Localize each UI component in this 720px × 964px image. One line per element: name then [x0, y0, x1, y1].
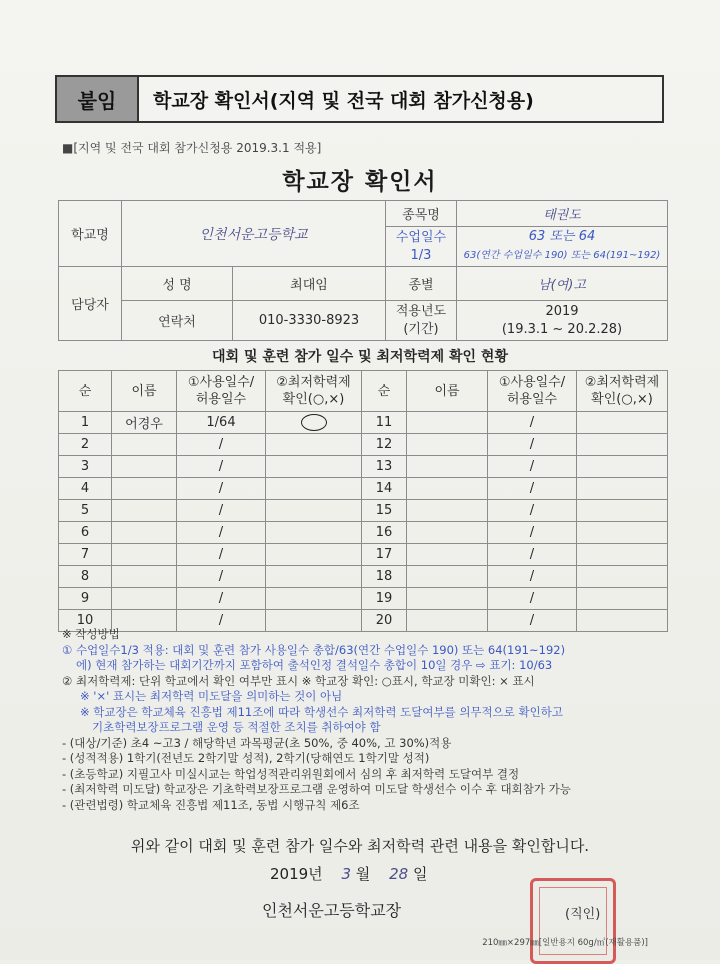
instruction-line-1: ① 수업일수1/3 적용: 대회 및 훈련 참가 사용일수 총합/63(연간 수업일수 190) 또는 64(191~192)	[62, 642, 566, 657]
row-check	[577, 478, 668, 500]
row-name	[407, 456, 488, 478]
participation-table	[58, 370, 668, 632]
days-value-line2: 63(연간 수업일수 190) 또는 64(191~192)	[463, 250, 661, 261]
col-days-2-line1: ①사용일수/	[498, 375, 566, 390]
row-days: /	[177, 456, 266, 478]
row-name	[407, 478, 488, 500]
row-no: 11	[362, 412, 407, 434]
row-name: 어경우	[112, 412, 177, 434]
col-grade-2	[577, 371, 668, 412]
row-no: 13	[362, 456, 407, 478]
row-no: 20	[362, 610, 407, 632]
table-row	[59, 478, 668, 500]
sport-label: 종목명	[386, 201, 457, 227]
instruction-line-9: - (초등학교) 지필고사 미실시교는 학업성적관리위원회에서 심의 후 최저학력 도달여부 결정	[62, 766, 520, 781]
col-days-line2: 허용일수	[195, 392, 247, 407]
staff-label: 담당자	[59, 267, 122, 341]
row-check	[577, 588, 668, 610]
row-check	[266, 434, 362, 456]
col-days-2-line2: 허용일수	[506, 392, 558, 407]
days-value-line1: 63 또는 64	[528, 229, 596, 244]
date-month: 3	[341, 865, 351, 883]
info-table	[58, 200, 668, 341]
year-label-line1: 적용년도	[395, 303, 447, 319]
col-name-2: 이름	[407, 371, 488, 412]
row-days: /	[488, 500, 577, 522]
row-name	[112, 566, 177, 588]
row-no: 6	[59, 522, 112, 544]
table-row	[59, 434, 668, 456]
row-days: /	[488, 588, 577, 610]
sport-value: 태권도	[457, 201, 668, 227]
row-days: /	[177, 522, 266, 544]
row-days: /	[488, 434, 577, 456]
days-label	[386, 227, 457, 267]
gender-value: 남(여)고	[457, 267, 668, 301]
row-no: 7	[59, 544, 112, 566]
attachment-tag: 붙임	[57, 77, 139, 121]
row-name	[112, 588, 177, 610]
gender-label: 종별	[386, 267, 457, 301]
circle-check-mark	[301, 414, 327, 431]
school-label: 학교명	[59, 201, 122, 267]
row-no: 19	[362, 588, 407, 610]
header-box	[55, 75, 664, 123]
row-no: 12	[362, 434, 407, 456]
table-row	[59, 544, 668, 566]
row-days: /	[177, 478, 266, 500]
col-days-line1: ①사용일수/	[187, 375, 255, 390]
name-value: 최대임	[233, 267, 386, 301]
col-no: 순	[59, 371, 112, 412]
days-label-line1: 수업일수	[395, 229, 447, 245]
days-label-line2: 1/3	[410, 247, 432, 263]
row-no: 9	[59, 588, 112, 610]
col-name: 이름	[112, 371, 177, 412]
date-month-unit: 월	[355, 865, 371, 883]
row-name	[407, 522, 488, 544]
table-row	[59, 500, 668, 522]
school-value: 인천서운고등학교	[122, 201, 386, 267]
row-name	[407, 544, 488, 566]
row-no: 18	[362, 566, 407, 588]
table-row	[59, 412, 668, 434]
instruction-line-3: ② 최저학력제: 단위 학교에서 확인 여부만 표시 ※ 학교장 확인: ○표시, 학교장 미확인: × 표시	[62, 673, 535, 688]
row-no: 3	[59, 456, 112, 478]
row-check	[266, 412, 362, 434]
instruction-line-11: - (관련법령) 학교체육 진흥법 제11조, 동법 시행규칙 제6조	[62, 797, 360, 812]
row-check	[266, 522, 362, 544]
row-no: 5	[59, 500, 112, 522]
confirmation-statement: 위와 같이 대회 및 훈련 참가 일수와 최저학력 관련 내용을 확인합니다.	[130, 837, 590, 855]
row-check	[577, 500, 668, 522]
row-days: /	[488, 412, 577, 434]
row-name	[112, 456, 177, 478]
row-name	[407, 566, 488, 588]
date-day-unit: 일	[412, 865, 428, 883]
stamp-label: (직인)	[565, 907, 601, 922]
col-grade-line1: ②최저학력제	[276, 375, 351, 390]
section-title: 대회 및 훈련 참가 일수 및 최저학력제 확인 현황	[212, 349, 508, 365]
row-days: /	[488, 456, 577, 478]
row-no: 2	[59, 434, 112, 456]
row-no: 1	[59, 412, 112, 434]
instruction-line-4: ※ '×' 표시는 최저학력 미도달을 의미하는 것이 아님	[80, 689, 343, 703]
table-row	[59, 456, 668, 478]
row-check	[266, 544, 362, 566]
col-grade-2-line1: ②최저학력제	[584, 375, 660, 390]
instructions-title: ※ 작성방법	[62, 627, 120, 641]
row-check	[266, 500, 362, 522]
col-grade-line2: 확인(○,×)	[282, 392, 345, 407]
row-check	[577, 434, 668, 456]
row-check	[266, 566, 362, 588]
row-days: /	[488, 478, 577, 500]
row-check	[577, 412, 668, 434]
row-check	[266, 478, 362, 500]
principal-signature-line: 인천서운고등학교장	[262, 901, 402, 920]
instruction-line-7: - (대상/기준) 초4 ~고3 / 해당학년 과목평균(초 50%, 중 40%, 고 30%)적용	[62, 735, 452, 750]
row-days: /	[177, 500, 266, 522]
contact-value: 010-3330-8923	[233, 301, 386, 341]
row-check	[577, 522, 668, 544]
sign-date	[270, 863, 427, 884]
row-days: /	[488, 610, 577, 632]
row-check	[266, 588, 362, 610]
row-days: /	[488, 544, 577, 566]
year-label	[386, 301, 457, 341]
row-days: /	[177, 610, 266, 632]
col-days-2	[488, 371, 577, 412]
instruction-line-10: - (최저학력 미도달) 학교장은 기초학력보장프로그램 운영하여 미도달 학생선수 이수 후 대회참가 가능	[62, 782, 571, 796]
row-no: 10	[59, 610, 112, 632]
row-name	[407, 588, 488, 610]
row-name	[407, 412, 488, 434]
row-no: 17	[362, 544, 407, 566]
col-days	[177, 371, 266, 412]
row-days: /	[488, 566, 577, 588]
row-check	[577, 566, 668, 588]
row-name	[112, 434, 177, 456]
row-no: 16	[362, 522, 407, 544]
instructions	[62, 627, 672, 813]
table-body	[59, 412, 668, 632]
row-name	[407, 500, 488, 522]
row-days: /	[177, 544, 266, 566]
name-label: 성 명	[122, 267, 233, 301]
row-check	[577, 544, 668, 566]
days-value	[457, 227, 668, 267]
row-check	[266, 456, 362, 478]
instruction-line-8: - (성적적용) 1학기(전년도 2학기말 성적), 2학기(당해연도 1학기말 성적)	[62, 751, 430, 765]
row-name	[112, 544, 177, 566]
row-check	[577, 456, 668, 478]
date-year: 2019년	[270, 865, 323, 883]
row-days: 1/64	[177, 412, 266, 434]
row-days: /	[177, 588, 266, 610]
col-grade	[266, 371, 362, 412]
row-name	[112, 478, 177, 500]
year-value	[457, 301, 668, 341]
applicability-note: ■[지역 및 전국 대회 참가신청용 2019.3.1 적용]	[62, 141, 322, 155]
instruction-line-2: 에) 현재 참가하는 대회기간까지 포함하여 출석인정 결석일수 총합이 10일 경우 ⇨ 표기: 10/63	[76, 658, 553, 672]
paper-spec-footer: 210㎜×297㎜[일반용지 60g/㎡(재활용품)]	[482, 938, 648, 948]
row-name	[407, 434, 488, 456]
row-no: 14	[362, 478, 407, 500]
instruction-line-6: 기초학력보장프로그램 운영 등 적절한 조치를 취하여야 함	[92, 720, 381, 734]
row-no: 15	[362, 500, 407, 522]
row-no: 8	[59, 566, 112, 588]
row-days: /	[177, 434, 266, 456]
row-name	[112, 500, 177, 522]
table-row	[59, 566, 668, 588]
header-title: 학교장 확인서(지역 및 전국 대회 참가신청용)	[153, 89, 534, 112]
row-days: /	[177, 566, 266, 588]
table-row	[59, 588, 668, 610]
row-name	[112, 522, 177, 544]
table-row	[59, 522, 668, 544]
contact-label: 연락처	[122, 301, 233, 341]
row-no: 4	[59, 478, 112, 500]
row-days: /	[488, 522, 577, 544]
col-grade-2-line2: 확인(○,×)	[591, 392, 653, 407]
col-no-2: 순	[362, 371, 407, 412]
year-value-line2: (19.3.1 ~ 20.2.28)	[501, 321, 623, 337]
instruction-line-5: ※ 학교장은 학교체육 진흥법 제11조에 따라 학생선수 최저학력 도달여부를 의무적으로 확인하고	[80, 704, 563, 719]
year-value-line1: 2019	[545, 303, 579, 319]
year-label-line2: (기간)	[403, 321, 439, 337]
document-title: 학교장 확인서	[282, 169, 438, 195]
date-day: 28	[389, 865, 409, 883]
